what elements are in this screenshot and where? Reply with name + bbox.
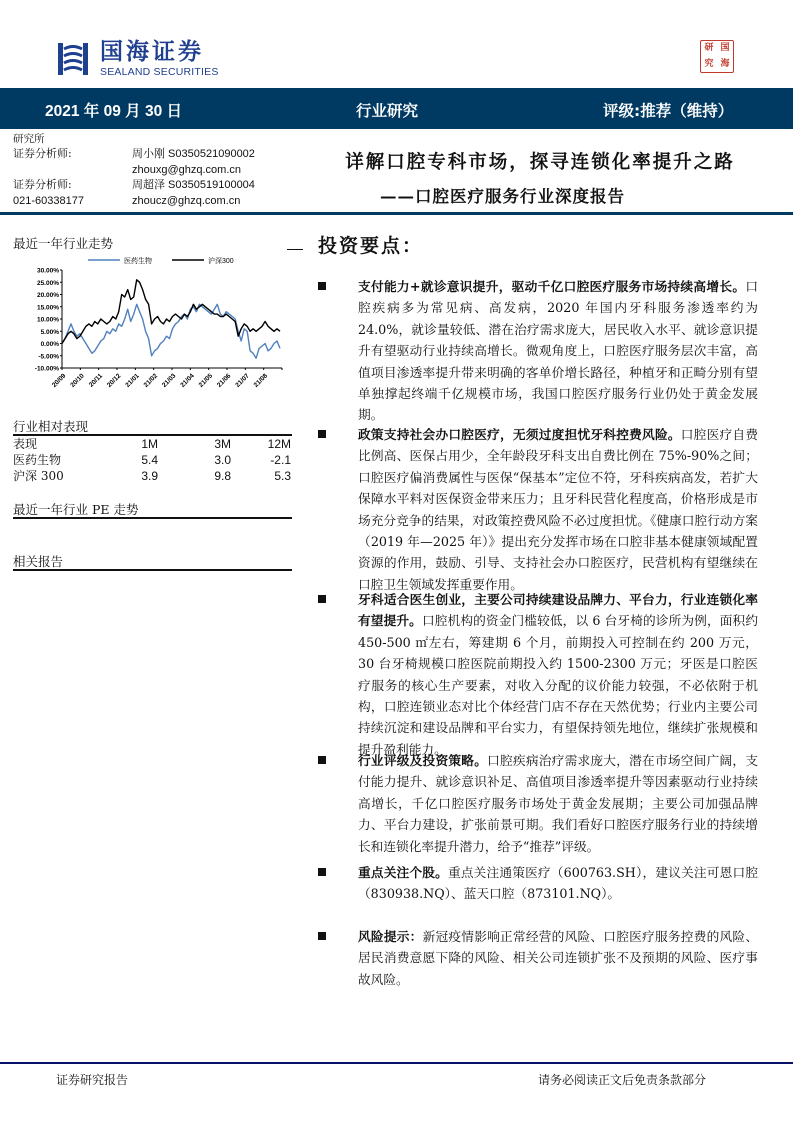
- chart-legend: [88, 256, 234, 265]
- seal-char: 国: [720, 43, 730, 53]
- seal-char: 海: [720, 58, 730, 69]
- footer-disclaimer-link[interactable]: 请务必阅读正文后免责条款部分: [538, 1073, 707, 1087]
- table-cell: 5.4: [141, 453, 158, 467]
- analyst-info: [13, 131, 275, 208]
- performance-table: [13, 436, 291, 484]
- key-point: [318, 589, 758, 760]
- key-point-lead: 政策支持社会办口腔医疗，无须过度担忧牙科控费风险。: [358, 427, 681, 442]
- header-band: [0, 88, 793, 129]
- y-tick-label: 20.00%: [36, 292, 59, 299]
- footer-left: 证券研究报告: [56, 1073, 129, 1087]
- logo-english-name: SEALAND SECURITIES: [100, 66, 219, 78]
- key-point-body: 口腔机构的资金门槛较低，以 6 台牙椅的诊所为例，面积约 450-500 ㎡左右，筹建期 6 个月，前期投入可控制在约 200 万元，30 台牙椅规模口腔医院前期投入约 1500-2300 万元；牙医是口腔医疗服务的核心生产要素，对收入分配的议价能力较强，不必依附于机构，口腔连锁业态对比个体经营门店不存在天然优势；行业内主要公司持续沉淀和建设品牌和平台实力，有望保持领先地位，继续扩张规模和提升盈利能力。: [358, 613, 759, 757]
- key-point-lead: 支付能力+就诊意识提升，驱动千亿口腔医疗服务市场持续高增长。: [358, 279, 746, 294]
- section-divider: [0, 212, 793, 215]
- report-title: 详解口腔专科市场，探寻连锁化率提升之路: [345, 152, 735, 173]
- analyst-row: [13, 193, 275, 209]
- trend-section-title: 最近一年行业走势: [13, 236, 114, 251]
- key-point: [318, 424, 758, 595]
- company-logo: [56, 40, 219, 78]
- institute-label: 研究所: [13, 133, 45, 145]
- key-point-body: 口腔疾病多为常见病、高发病，2020 年国内牙科服务渗透率约为 24.0%，就诊量较低、潜在治疗需求庞大，居民收入水平、就诊意识提升有望驱动行业持续高增长。微观角度上，口腔医疗服务层次丰富，高值项目渗透率提升带来明确的客单价增长路径，种植牙和正畸分别有望单独撑起终端千亿规模市场，我国口腔医疗服务行业仍处于黄金发展期。: [358, 279, 758, 423]
- key-point-lead: 重点关注个股。: [358, 865, 448, 880]
- seal-char: 研: [704, 43, 714, 53]
- footer-divider: [0, 1062, 793, 1064]
- x-tick-label: 21/04: [179, 372, 196, 389]
- x-tick-label: 21/07: [234, 372, 251, 389]
- x-tick-label: 21/01: [124, 372, 141, 389]
- analyst-row: [13, 162, 275, 178]
- key-point-lead: 风险提示：: [358, 929, 423, 944]
- bullet-square-icon: [318, 932, 326, 940]
- perf-section-title: 行业相对表现: [13, 419, 89, 434]
- analyst-row: [13, 146, 275, 162]
- y-tick-label: -5.00%: [38, 353, 59, 361]
- table-header: 1M: [141, 437, 158, 451]
- x-tick-label: 21/02: [142, 372, 160, 389]
- x-tick-label: 20/09: [50, 372, 68, 389]
- analyst-label: [13, 162, 132, 178]
- pe-section-title: 最近一年行业 PE 走势: [13, 502, 139, 517]
- related-reports-title: 相关报告: [13, 554, 64, 569]
- y-tick-label: -10.00%: [34, 365, 59, 373]
- report-subtitle: ——口腔医疗服务行业深度报告: [380, 187, 625, 206]
- key-point: [318, 750, 758, 857]
- table-header-row: [13, 436, 291, 452]
- table-header: 3M: [214, 437, 231, 451]
- bullet-square-icon: [318, 595, 326, 603]
- divider: [13, 569, 292, 571]
- table-header: 表现: [13, 437, 38, 451]
- table-row: [13, 452, 291, 468]
- table-cell: 5.3: [274, 469, 291, 483]
- y-tick-label: 15.00%: [36, 304, 59, 312]
- logo-chinese-name: 国海证券: [100, 39, 204, 65]
- key-point: [318, 862, 758, 905]
- table-row: [13, 468, 291, 484]
- legend-label-csi300: 沪深300: [208, 258, 234, 265]
- bullet-square-icon: [318, 430, 326, 438]
- seal-char: 究: [704, 58, 714, 69]
- x-tick-label: 21/05: [197, 372, 215, 389]
- y-tick-label: 10.00%: [36, 316, 59, 324]
- legend-label-pharma: 医药生物: [124, 258, 152, 265]
- analyst-email[interactable]: zhoucz@ghzq.com.cn: [132, 194, 241, 207]
- key-point-body: 新冠疫情影响正常经营的风险、口腔医疗服务控费的风险、居民消费意愿下降的风险、相关公司连锁扩张不及预期的风险、医疗事故风险。: [358, 929, 759, 987]
- report-category: 行业研究: [356, 102, 419, 120]
- table-header: 12M: [267, 437, 291, 451]
- key-points-title: 投资要点：: [318, 235, 424, 257]
- key-point: [318, 276, 758, 426]
- sealand-logo-icon: [56, 41, 90, 77]
- analyst-email[interactable]: zhouxg@ghzq.com.cn: [132, 163, 242, 176]
- x-tick-label: 20/11: [87, 372, 105, 389]
- y-tick-label: 0.00%: [40, 341, 59, 348]
- y-tick-label: 5.00%: [40, 328, 59, 336]
- series-line-pharma: [62, 304, 280, 358]
- analyst-name-id: 周超泽 S0350519100004: [132, 179, 255, 191]
- bullet-square-icon: [318, 756, 326, 764]
- analyst-name-id: 周小刚 S0350521090002: [132, 148, 255, 160]
- x-tick-label: 21/08: [252, 372, 270, 389]
- table-cell: 3.9: [141, 469, 158, 483]
- key-point-body: 口腔疾病治疗需求庞大，潜在市场空间广阔，支付能力提升、就诊意识补足、高值项目渗透率提升等因素驱动行业持续高增长，千亿口腔医疗服务市场处于黄金发展期；主要公司加强品牌力、平台力建设，扩张前景可期。我们看好口腔医疗服务行业的持续增长和连锁化率提升潜力，给予“推荐”评级。: [358, 753, 759, 854]
- table-cell: 9.8: [214, 469, 231, 483]
- bullet-square-icon: [318, 868, 326, 876]
- table-cell: 沪深 300: [13, 469, 64, 483]
- x-tick-label: 21/06: [215, 372, 233, 389]
- phone-number: 021-60338177: [13, 194, 84, 207]
- x-tick-label: 20/12: [105, 372, 123, 389]
- analyst-row: [13, 177, 275, 193]
- divider: [13, 517, 292, 519]
- trend-chart: [10, 250, 295, 400]
- key-point-body: 口腔医疗自费比例高、医保占用少，全年龄段牙科支出自费比例在 75%-90%之间；口腔医疗偏消费属性与医保“保基本”定位不符，牙科疾病高发，若扩大保障水平料对医保资金带来压力；且牙科民营化程度高，价格形成是市场充分竞争的结果，对政策控费风险不必过度担忧。《健康口腔行动方案（2019 年—2025 年）》提出充分发挥市场在口腔非基本健康领域配置资源的作用，鼓励、引导、支持社会办口腔医疗，民营机构有望继续在口腔卫生领域发挥重要作用。: [358, 427, 759, 592]
- bullet-square-icon: [318, 282, 326, 290]
- y-tick-label: 30.00%: [36, 267, 59, 275]
- key-point-lead: 牙科适合医生创业，主要公司持续建设品牌力、平台力，行业连锁化率有望提升。: [358, 592, 758, 629]
- analyst-label: 证券分析师:: [13, 178, 72, 191]
- table-cell: 医药生物: [13, 453, 62, 467]
- key-point: [318, 926, 758, 990]
- x-tick-label: 21/03: [160, 372, 178, 389]
- x-tick-label: 20/10: [69, 372, 86, 389]
- table-cell: -2.1: [270, 453, 291, 467]
- y-tick-label: 25.00%: [36, 279, 59, 287]
- rating: 评级:推荐（维持）: [603, 102, 734, 120]
- research-seal-icon: [700, 40, 734, 73]
- key-point-lead: 行业评级及投资策略。: [358, 753, 488, 768]
- analyst-label: 证券分析师:: [13, 147, 72, 160]
- key-point-body: 重点关注通策医疗（600763.SH），建议关注可恩口腔（830938.NQ）、蓝天口腔（873101.NQ）。: [358, 865, 759, 902]
- table-cell: 3.0: [214, 453, 231, 467]
- report-date: 2021 年 09 月 30 日: [45, 103, 182, 120]
